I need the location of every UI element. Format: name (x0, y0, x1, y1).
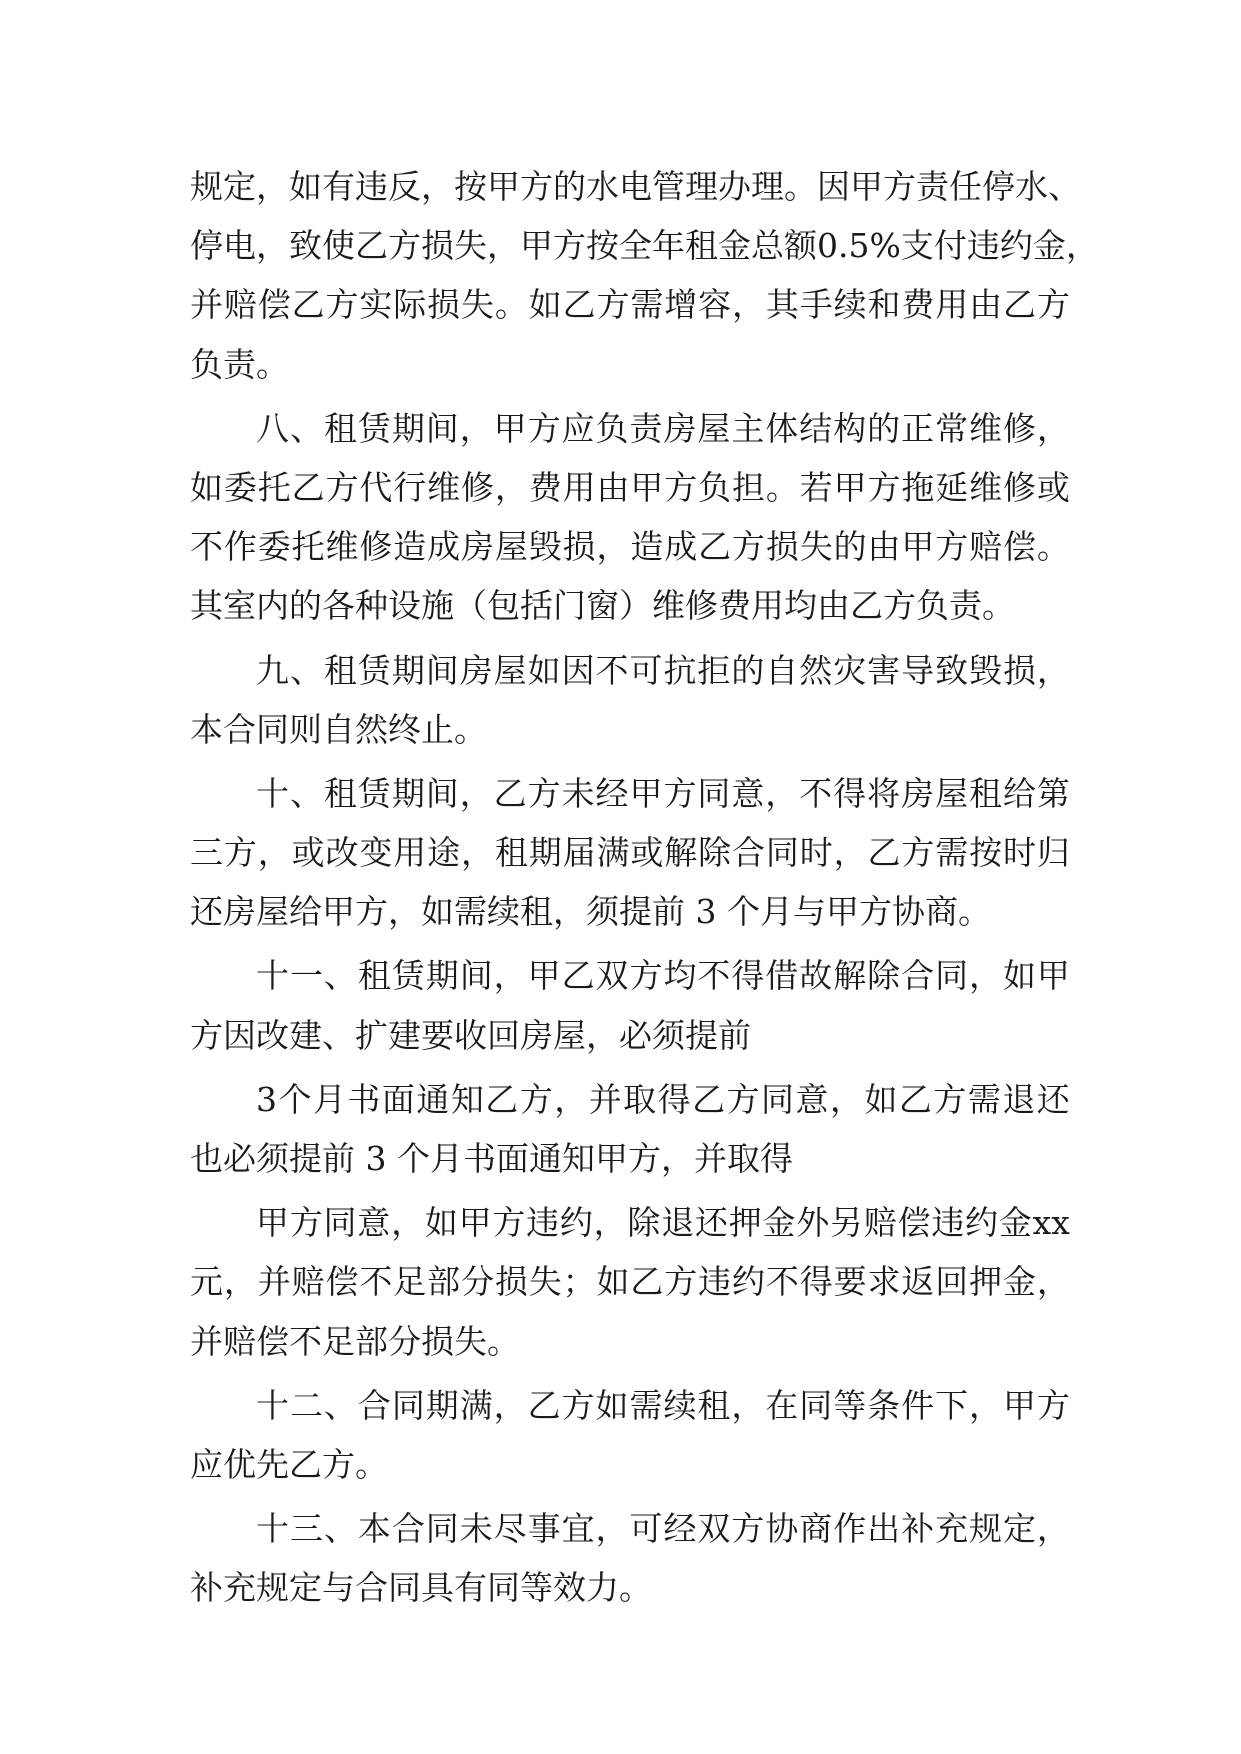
document-line: 十 一 、 租 赁 期 间 ， 甲 乙 双 方 均 不 得 借 故 解 除 合 同 ， 如 甲 (256, 956, 1070, 996)
document-line: 并赔偿不足部分损失。 (190, 1321, 520, 1361)
document-line: 停 电 ， 致 使 乙 方 损 失 ， 甲 方 按 全 年 租 金 总 额 0.5% 支 付 违 约 金 ， (190, 226, 1099, 266)
document-line: 九 、 租 赁 期 间 房 屋 如 因 不 可 抗 拒 的 自 然 灾 害 导 致 毁 损 ， (256, 650, 1070, 690)
document-line: 补充规定与合同具有同等效力。 (190, 1568, 652, 1608)
document-line: 还房屋给甲方，如需续租，须提前 3 个月与甲方协商。 (190, 892, 991, 932)
document-line: 十 二 、 合 同 期 满 ， 乙 方 如 需 续 租 ， 在 同 等 条 件 下 ， 甲 方 (256, 1385, 1070, 1425)
document-line: 甲 方 同 意 ， 如 甲 方 违 约 ， 除 退 还 押 金 外 另 赔 偿 违 约 金 xx (256, 1203, 1070, 1243)
document-line: 其室内的各种设施（包括门窗）维修费用均由乙方负责。 (190, 586, 1015, 626)
document-line: 不 作 委 托 维 修 造 成 房 屋 毁 损 ， 造 成 乙 方 损 失 的 由 甲 方 赔 偿 。 (190, 527, 1070, 567)
document-line: 元 ， 并 赔 偿 不 足 部 分 损 失 ； 如 乙 方 违 约 不 得 要 求 返 回 押 金 ， (190, 1262, 1070, 1302)
document-line: 规 定 ， 如 有 违 反 ， 按 甲 方 的 水 电 管 理 办 理 。 因 甲 方 责 任 停 水 、 (190, 167, 1081, 206)
document-line: 如 委 托 乙 方 代 行 维 修 ， 费 用 由 甲 方 负 担 。 若 甲 方 拖 延 维 修 或 (190, 467, 1070, 507)
document-line: 负责。 (190, 344, 289, 384)
document-line: 3 个 月 书 面 通 知 乙 方 ， 并 取 得 乙 方 同 意 ， 如 乙 方 需 退 还 (256, 1079, 1070, 1119)
document-line: 三 方 ， 或 改 变 用 途 ， 租 期 届 满 或 解 除 合 同 时 ， 乙 方 需 按 时 归 (190, 833, 1070, 873)
document-line: 十 、 租 赁 期 间 ， 乙 方 未 经 甲 方 同 意 ， 不 得 将 房 屋 租 给 第 (256, 773, 1070, 813)
document-body (190, 157, 1099, 1618)
document-line: 十 三 、 本 合 同 未 尽 事 宜 ， 可 经 双 方 协 商 作 出 补 充 规 定 ， (256, 1509, 1070, 1549)
document-line: 方因改建、扩建要收回房屋，必须提前 (190, 1015, 751, 1055)
document-line: 应优先乙方。 (190, 1444, 388, 1484)
document-line: 并 赔 偿 乙 方 实 际 损 失 。 如 乙 方 需 增 容 ， 其 手 续 和 费 用 由 乙 方 (190, 285, 1070, 325)
document-line: 八 、 租 赁 期 间 ， 甲 方 应 负 责 房 屋 主 体 结 构 的 正 常 维 修 ， (256, 408, 1070, 448)
document-line: 也必须提前 3 个月书面通知甲方，并取得 (190, 1139, 793, 1178)
document-line: 本合同则自然终止。 (190, 709, 487, 749)
